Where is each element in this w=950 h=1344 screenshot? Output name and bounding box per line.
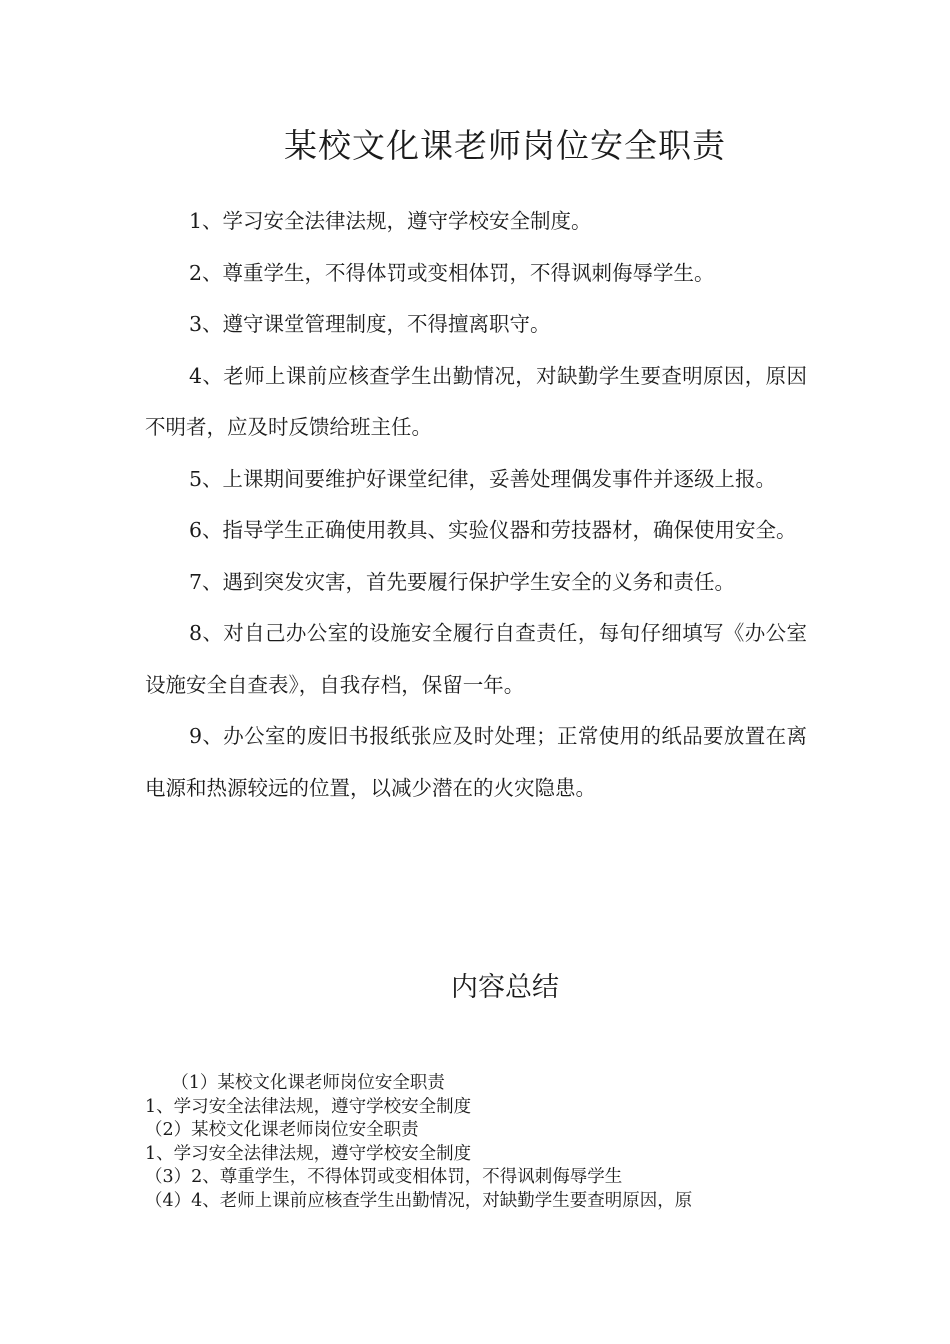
- clause-item: 1、学习安全法律法规，遵守学校安全制度。: [189, 209, 592, 233]
- summary-line: （4）4、老师上课前应核查学生出勤情况，对缺勤学生要查明原因，原: [145, 1190, 693, 1211]
- summary-block: [145, 1072, 845, 1213]
- clause-item: 6、指导学生正确使用教具、实验仪器和劳技器材，确保使用安全。: [189, 518, 797, 542]
- document-title: 某校文化课老师岗位安全职责: [284, 126, 726, 165]
- clause-item: 2、尊重学生，不得体罚或变相体罚，不得讽刺侮辱学生。: [189, 260, 715, 285]
- clause-item: 3、遵守课堂管理制度，不得擅离职守。: [189, 312, 551, 336]
- summary-line: 1、学习安全法律法规，遵守学校安全制度: [145, 1143, 472, 1164]
- summary-line: 1、学习安全法律法规，遵守学校安全制度: [145, 1096, 472, 1117]
- summary-title: 内容总结: [451, 972, 559, 1003]
- clause-item: 7、遇到突发灾害，首先要履行保护学生安全的义务和责任。: [189, 569, 736, 594]
- clause-item: 4、老师上课前应核查学生出勤情况，对缺勤学生要查明原因，原因不明者，应及时反馈给班主任。: [145, 363, 807, 439]
- clause-list: [145, 196, 807, 814]
- clause-item: 9、办公室的废旧书报纸张应及时处理；正常使用的纸品要放置在离电源和热源较远的位置，以减少潜在的火灾隐患。: [145, 724, 807, 800]
- clause-item: 8、对自己办公室的设施安全履行自查责任，每旬仔细填写《办公室设施安全自查表》，自我存档，保留一年。: [145, 621, 807, 697]
- summary-line: （1）某校文化课老师岗位安全职责: [145, 1073, 445, 1093]
- summary-line: （2）某校文化课老师岗位安全职责: [145, 1120, 419, 1140]
- clause-item: 5、上课期间要维护好课堂纪律，妥善处理偶发事件并逐级上报。: [189, 466, 777, 491]
- summary-line: （3）2、尊重学生，不得体罚或变相体罚，不得讽刺侮辱学生: [145, 1167, 623, 1187]
